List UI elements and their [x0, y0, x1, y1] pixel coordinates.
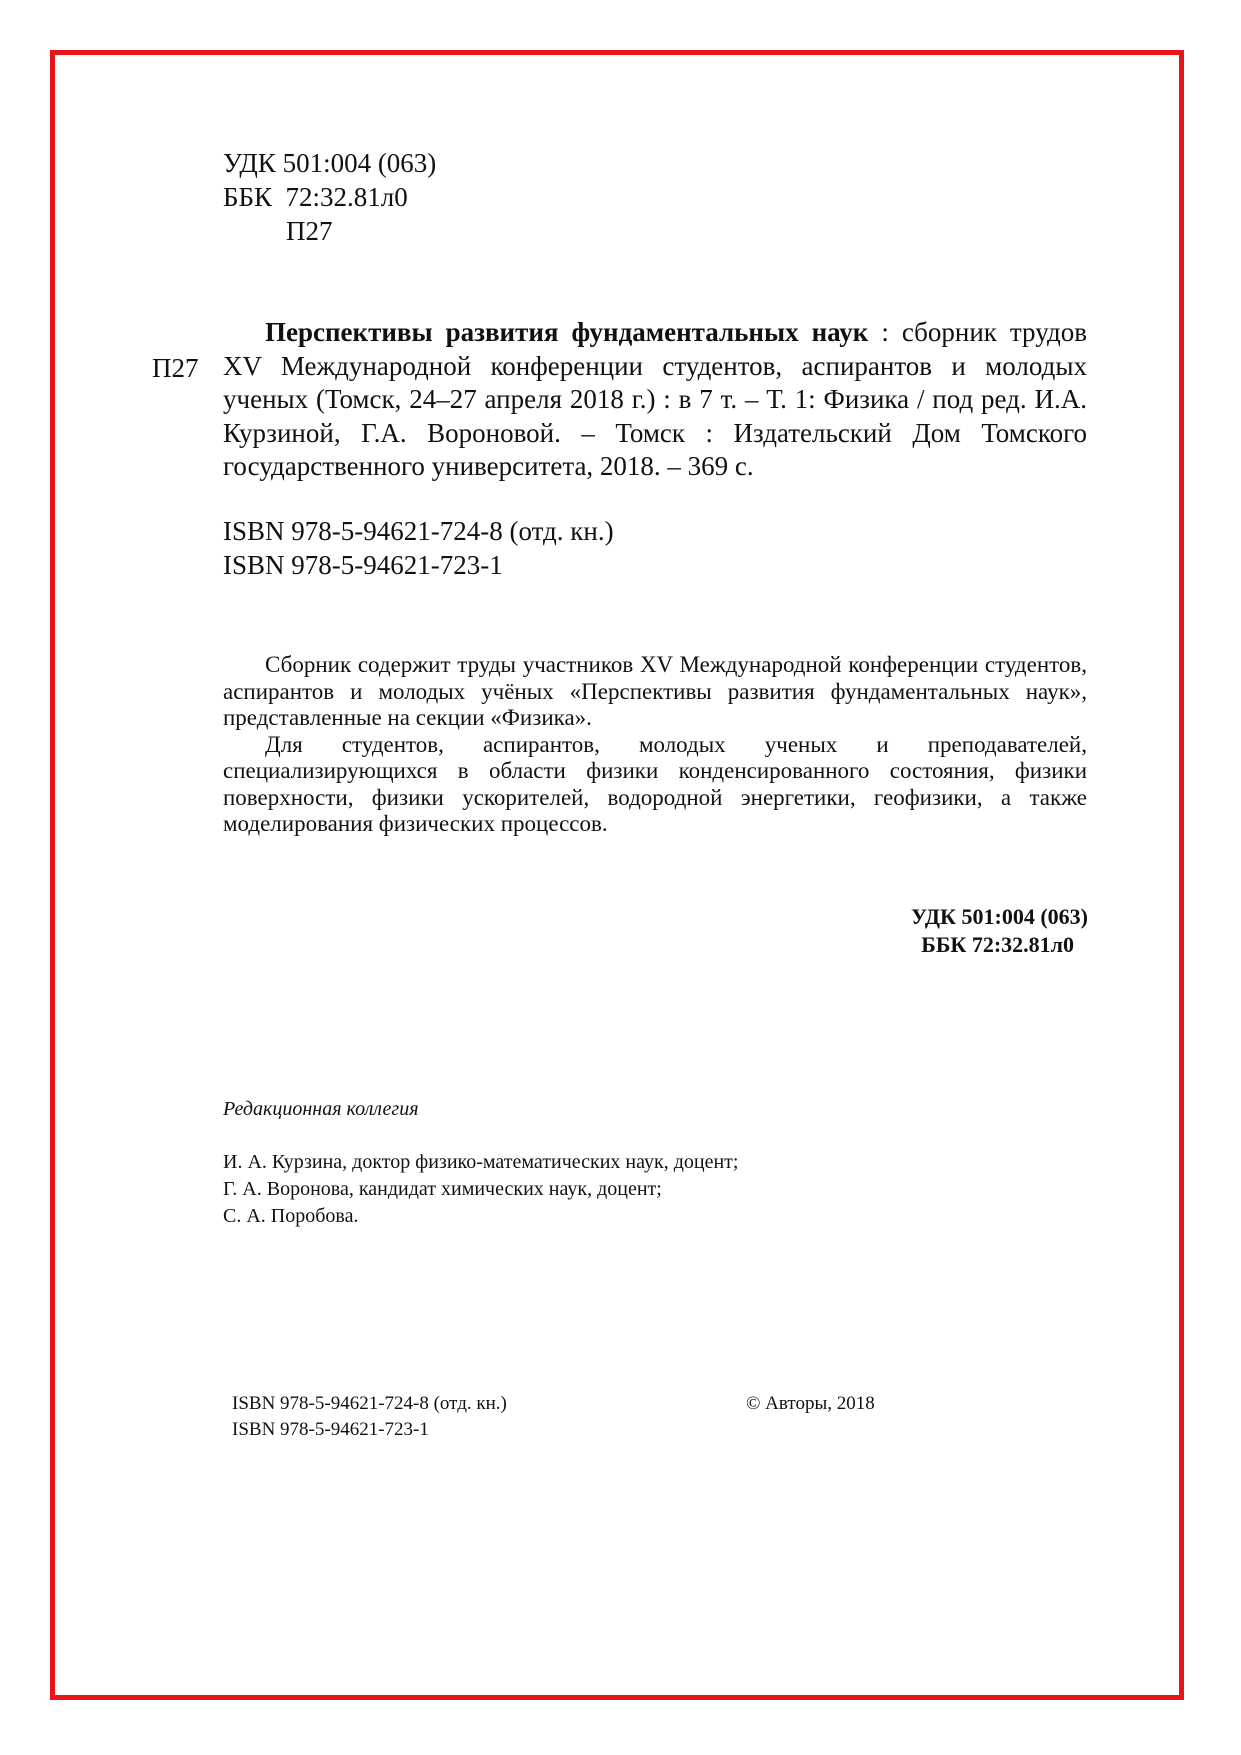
- bibliographic-annotation: [223, 316, 1087, 484]
- book-title: Перспективы развития фундаментальных наук: [265, 317, 869, 347]
- classification-udk: УДК 501:004 (063): [911, 904, 1088, 929]
- editor-3: С. А. Поробова.: [223, 1205, 359, 1227]
- classification-bbk: ББК 72:32.81л0: [921, 932, 1074, 957]
- header-author-sign: П27: [286, 216, 333, 246]
- isbn-line-2: ISBN 978-5-94621-723-1: [223, 550, 503, 580]
- annotation-text: : сборник трудов XV Международной конференции студентов, аспирантов и молодых ученых (Томск, 24–27 апреля 2018 г.) : в 7 т. – Т. 1: Физика / под ред. И.А. Курзиной, Г.А. Вороновой. – Томск : Издательский Дом Томского государственного университета, 2018. – 369 с.: [223, 317, 1087, 481]
- book-summary: [223, 652, 1087, 838]
- summary-paragraph-2: Для студентов, аспирантов, молодых ученых и преподавателей, специализирующихся в области физики конденсированного состояния, физики поверхности, физики ускорителей, водородной энергетики, геофизики, а также моделирования физических процессов.: [223, 731, 1087, 836]
- editor-2: Г. А. Воронова, кандидат химических наук, доцент;: [223, 1178, 662, 1200]
- footer-isbn-2: ISBN 978-5-94621-723-1: [232, 1419, 429, 1440]
- copyright: © Авторы, 2018: [746, 1393, 875, 1414]
- header-udk: УДК 501:004 (063): [223, 148, 437, 178]
- page-frame: [50, 50, 1184, 1700]
- annotation-margin-sign: П27: [152, 353, 199, 383]
- isbn-line-1: ISBN 978-5-94621-724-8 (отд. кн.): [223, 516, 614, 546]
- footer-isbn: [232, 1391, 507, 1443]
- editorial-board-list: [223, 1149, 738, 1230]
- editorial-board-title: Редакционная коллегия: [223, 1098, 419, 1120]
- footer-isbn-1: ISBN 978-5-94621-724-8 (отд. кн.): [232, 1393, 507, 1414]
- classification-codes: [900, 903, 1088, 959]
- editor-1: И. А. Курзина, доктор физико-математических наук, доцент;: [223, 1151, 739, 1173]
- summary-paragraph-1: Сборник содержит труды участников XV Международной конференции студентов, аспирантов и молодых учёных «Перспективы развития фундаментальных наук», представленные на секции «Физика».: [223, 652, 1087, 730]
- header-bbk: ББК 72:32.81л0: [223, 182, 408, 212]
